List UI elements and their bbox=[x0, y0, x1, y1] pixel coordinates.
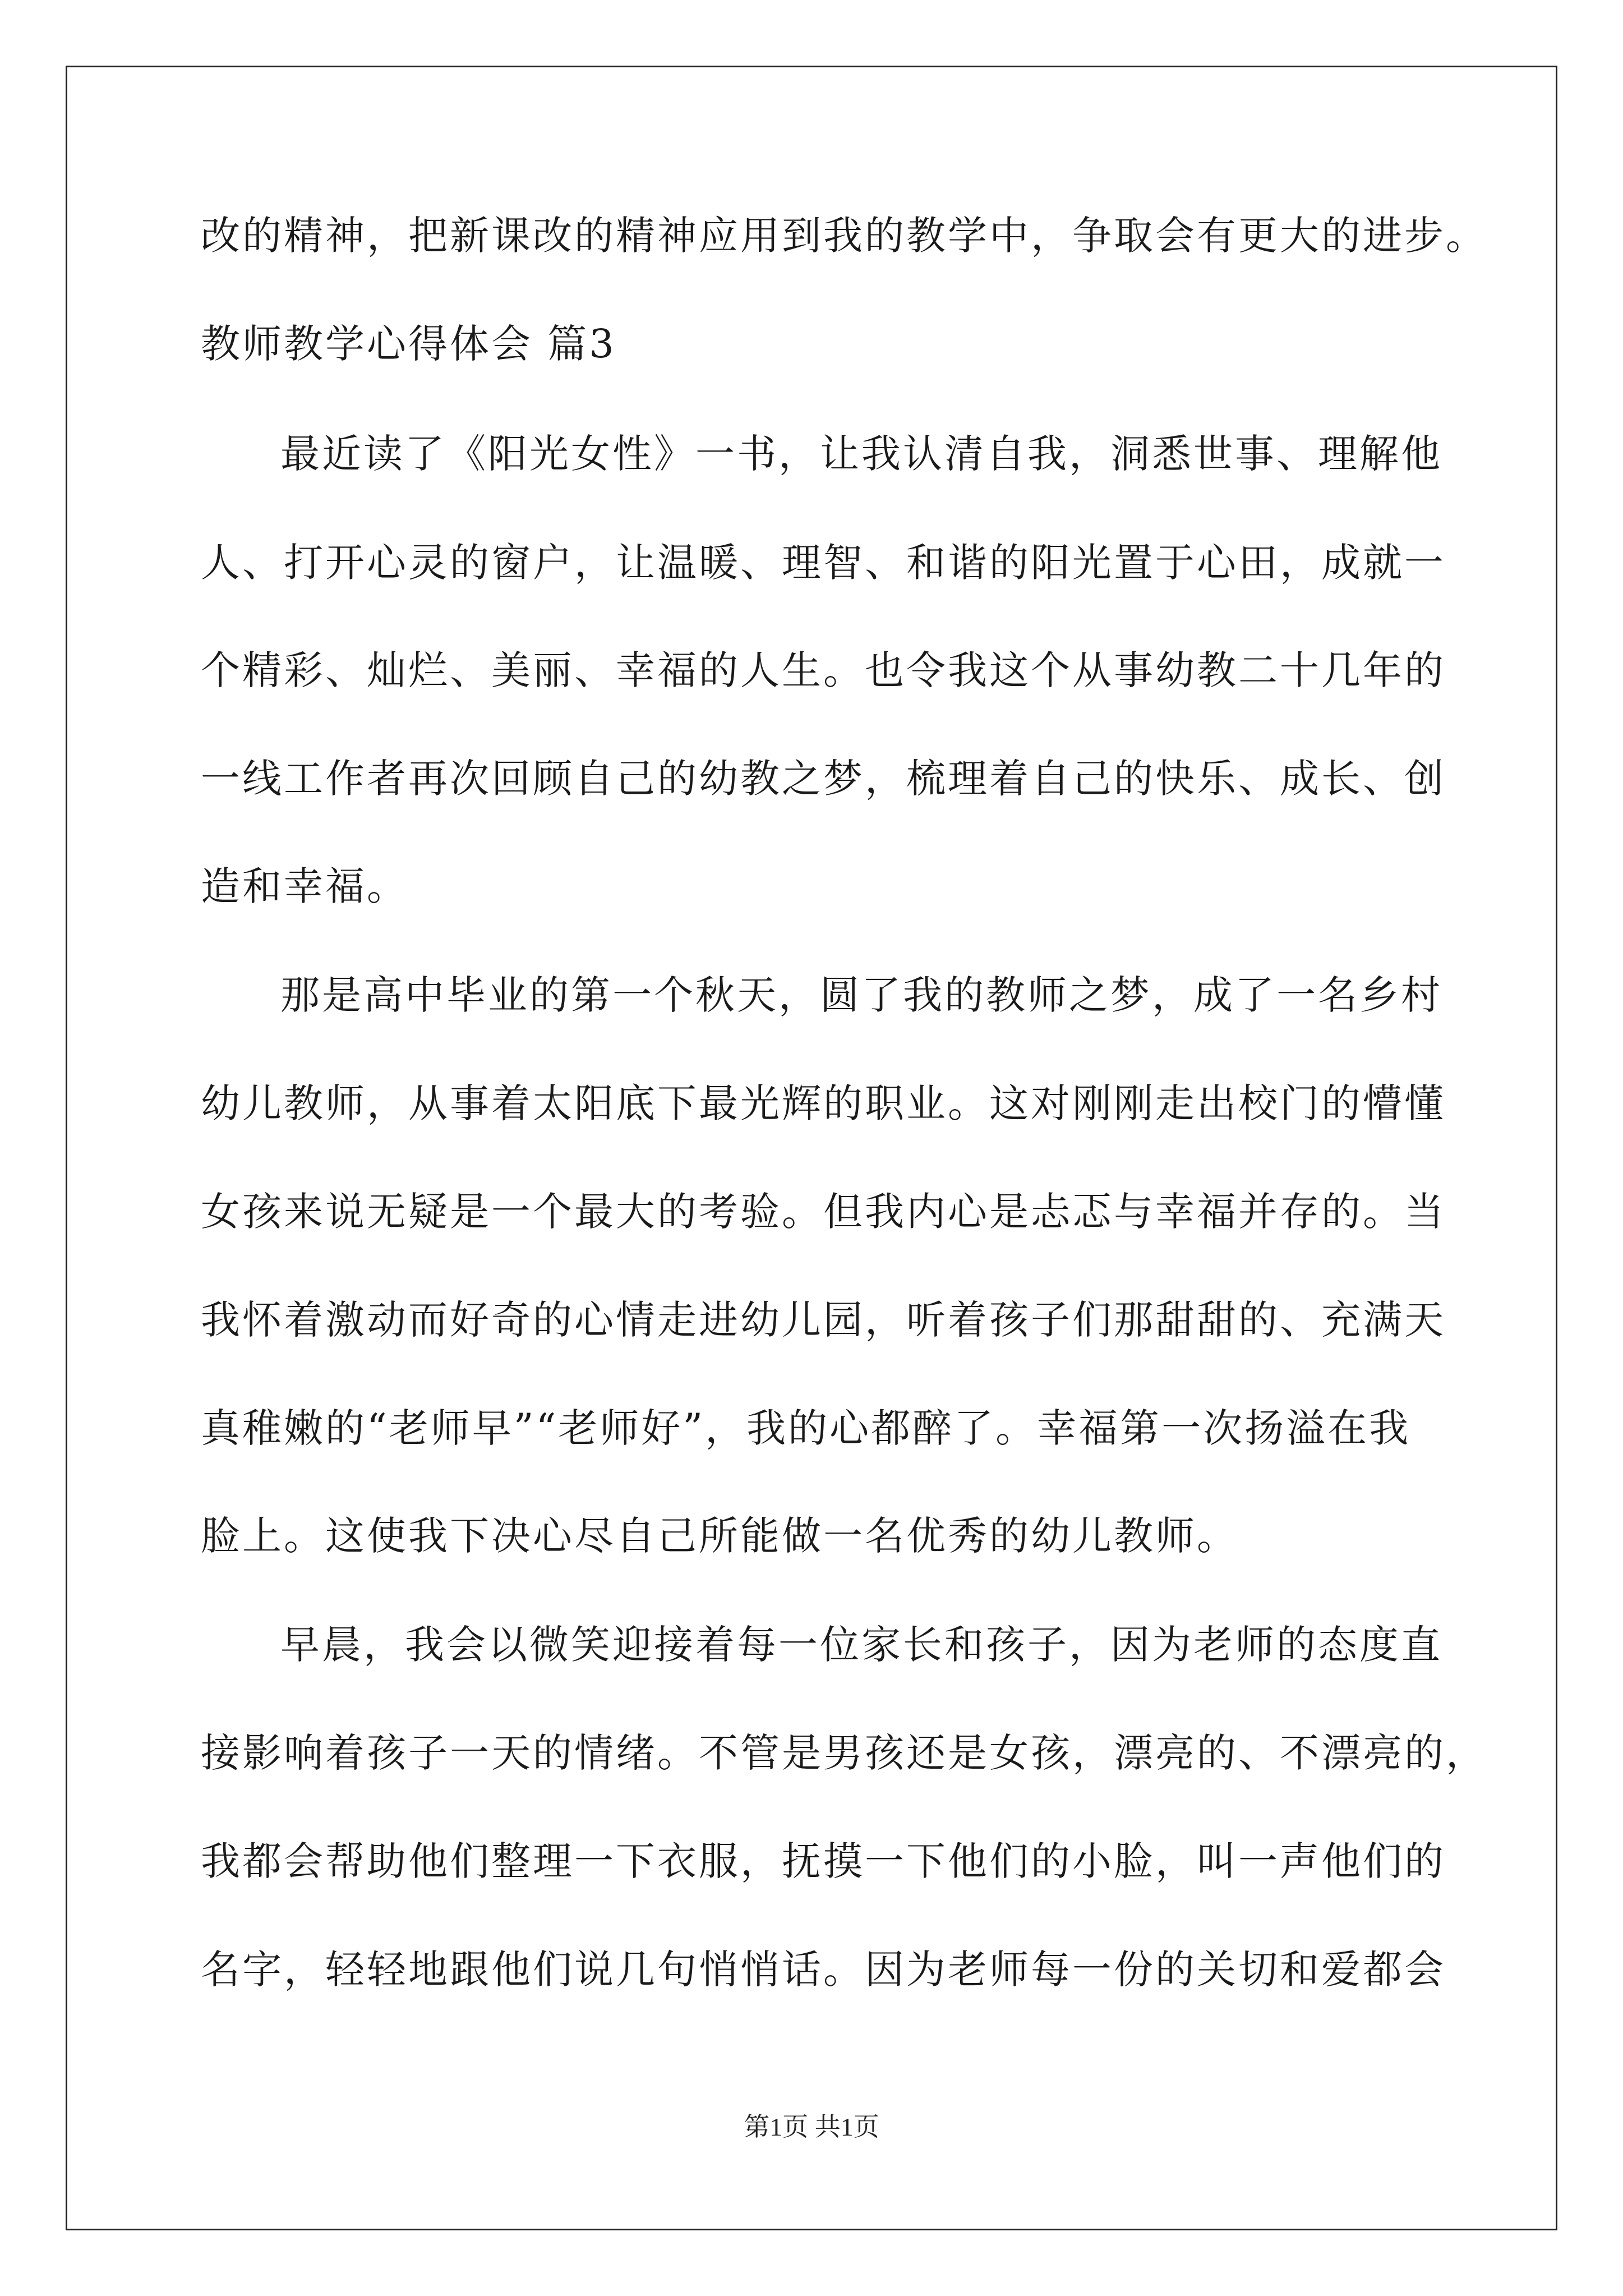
section-heading: 教师教学心得体会 篇3 bbox=[201, 321, 616, 367]
text-line: 真稚嫩的“老师早”“老师好”，我的心都醉了。幸福第一次扬溢在我 bbox=[201, 1405, 1411, 1451]
text-line: 个精彩、灿烂、美丽、幸福的人生。也令我这个从事幼教二十几年的 bbox=[201, 647, 1446, 693]
text-line: 脸上。这使我下决心尽自己所能做一名优秀的幼儿教师。 bbox=[201, 1513, 1238, 1559]
text-line: 女孩来说无疑是一个最大的考验。但我内心是忐忑与幸福并存的。当 bbox=[201, 1189, 1446, 1235]
text-line: 人、打开心灵的窗户，让温暖、理智、和谐的阳光置于心田，成就一 bbox=[201, 540, 1446, 586]
text-line: 早晨，我会以微笑迎接着每一位家长和孩子，因为老师的态度直 bbox=[280, 1622, 1442, 1668]
text-line: 那是高中毕业的第一个秋天，圆了我的教师之梦，成了一名乡村 bbox=[280, 972, 1442, 1018]
text-line: 接影响着孩子一天的情绪。不管是男孩还是女孩，漂亮的、不漂亮的， bbox=[201, 1730, 1487, 1776]
text-line: 改的精神，把新课改的精神应用到我的教学中，争取会有更大的进步。 bbox=[201, 213, 1487, 259]
text-line: 一线工作者再次回顾自己的幼教之梦，梳理着自己的快乐、成长、创 bbox=[201, 756, 1446, 802]
text-line: 最近读了《阳光女性》一书，让我认清自我，洞悉世事、理解他 bbox=[280, 431, 1442, 477]
page-border bbox=[66, 66, 1557, 2230]
text-line: 幼儿教师，从事着太阳底下最光辉的职业。这对刚刚走出校门的懵懂 bbox=[201, 1080, 1446, 1126]
text-line: 我怀着激动而好奇的心情走进幼儿园，听着孩子们那甜甜的、充满天 bbox=[201, 1297, 1446, 1343]
text-line: 我都会帮助他们整理一下衣服，抚摸一下他们的小脸，叫一声他们的 bbox=[201, 1838, 1446, 1884]
page-number: 第1页 共1页 bbox=[744, 2113, 879, 2141]
text-line: 名字，轻轻地跟他们说几句悄悄话。因为老师每一份的关切和爱都会 bbox=[201, 1947, 1446, 1993]
text-line: 造和幸福。 bbox=[201, 863, 408, 909]
